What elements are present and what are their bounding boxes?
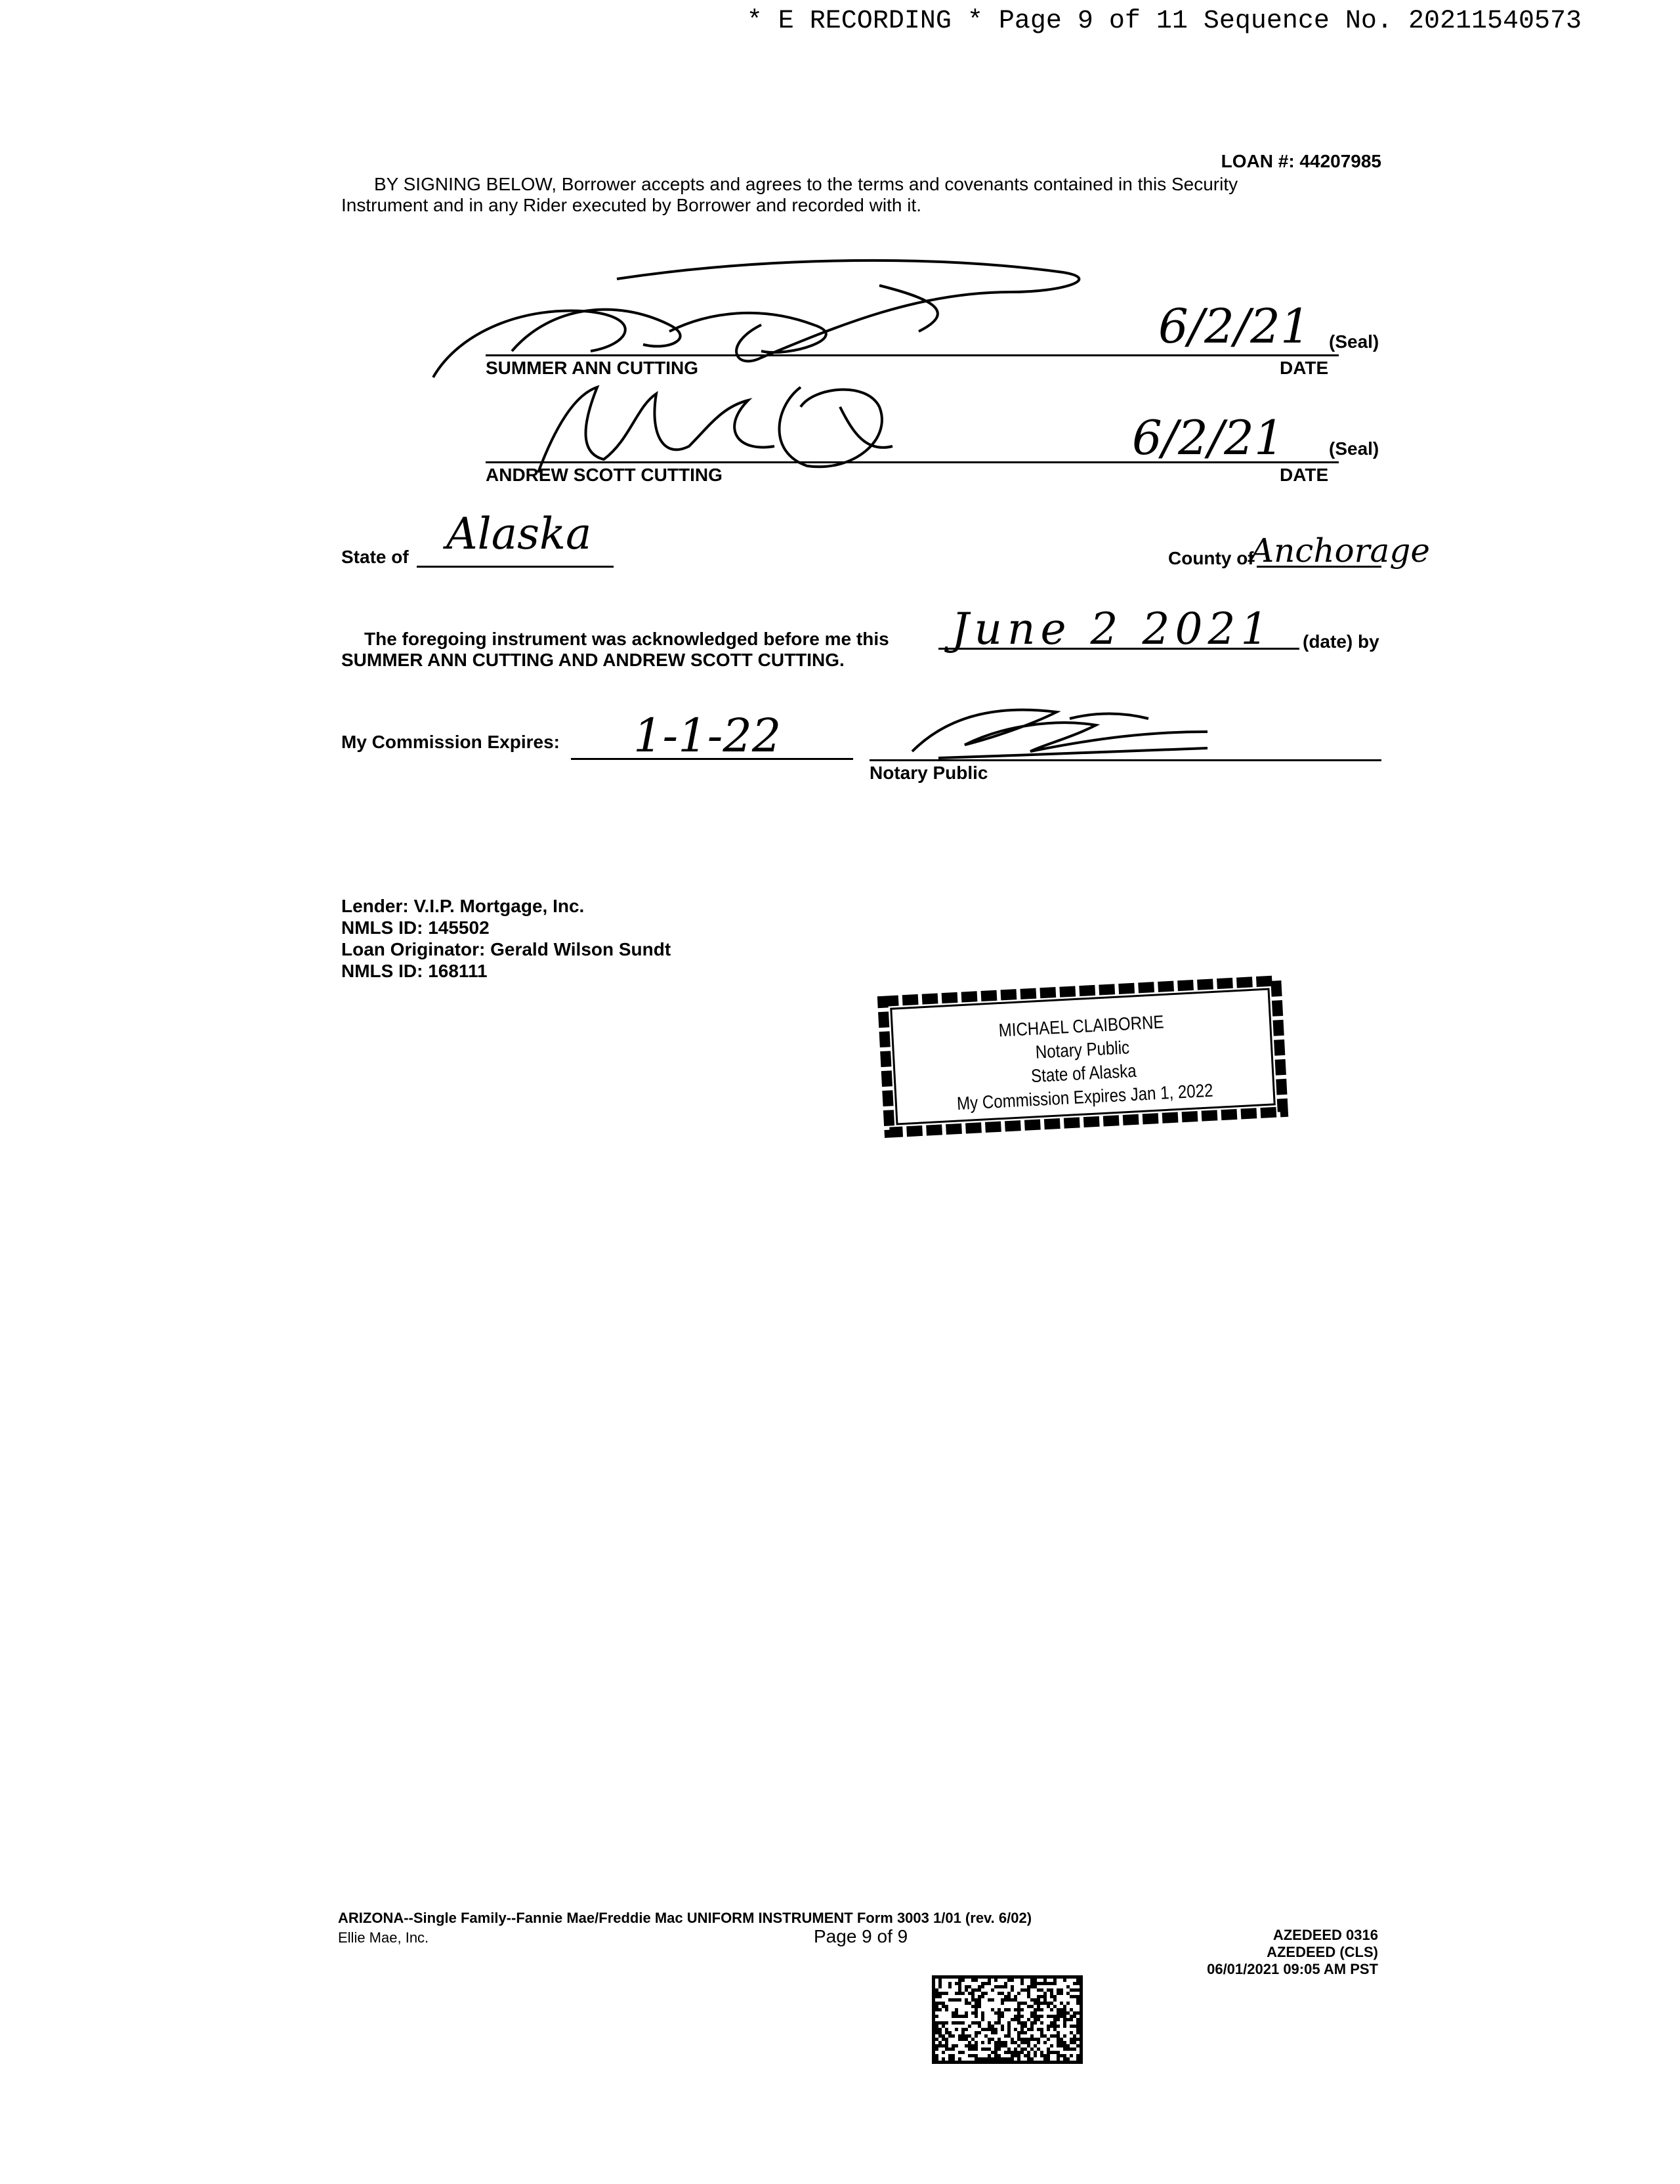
footer-code-1: AZEDEED 0316: [1272, 1927, 1378, 1943]
stamp-name: MICHAEL CLAIBORNE: [998, 1011, 1165, 1041]
lender-name: Lender: V.I.P. Mortgage, Inc.: [341, 896, 585, 916]
borrower-1-date-label: DATE: [1280, 358, 1329, 378]
borrower-2-name: ANDREW SCOTT CUTTING: [486, 465, 723, 485]
borrower-2-seal: (Seal): [1329, 438, 1379, 459]
borrower-1-date-handwritten: 6/2/21: [1158, 299, 1311, 354]
originator-nmls: NMLS ID: 168111: [341, 961, 488, 981]
state-value: Alaska: [446, 509, 592, 559]
notary-signature: [899, 699, 1227, 765]
footer-form-line: ARIZONA--Single Family--Fannie Mae/Freddie Mac UNIFORM INSTRUMENT Form 3003 1/01 (rev. 6/02): [338, 1910, 1032, 1926]
footer-vendor: Ellie Mae, Inc.: [338, 1929, 429, 1946]
borrower-1-name: SUMMER ANN CUTTING: [486, 358, 699, 378]
stamp-title: Notary Public: [1035, 1037, 1130, 1062]
borrower-2-date-handwritten: 6/2/21: [1132, 410, 1284, 465]
notary-stamp: [876, 974, 1290, 1139]
notary-public-label: Notary Public: [870, 763, 988, 783]
borrower-2-date-label: DATE: [1280, 465, 1329, 485]
stamp-expires: My Commission Expires Jan 1, 2022: [956, 1080, 1214, 1114]
intro-line-2: Instrument and in any Rider executed by Borrower and recorded with it.: [341, 195, 922, 215]
barcode: [932, 1975, 1083, 2064]
state-label: State of: [341, 547, 409, 567]
borrower-1-seal: (Seal): [1329, 331, 1379, 352]
loan-originator: Loan Originator: Gerald Wilson Sundt: [341, 939, 671, 959]
ack-text: The foregoing instrument was acknowledged before me this: [364, 629, 889, 649]
loan-number: LOAN #: 44207985: [1221, 151, 1381, 171]
lender-nmls: NMLS ID: 145502: [341, 917, 490, 938]
county-value: Anchorage: [1250, 532, 1430, 570]
footer-code-2: AZEDEED (CLS): [1267, 1944, 1378, 1960]
state-line: [417, 566, 614, 568]
stamp-state: State of Alaska: [1030, 1060, 1137, 1087]
footer-page: Page 9 of 9: [814, 1926, 908, 1946]
borrower-2-signature: [525, 368, 958, 479]
date-by-label: (date) by: [1303, 631, 1379, 652]
recording-header: * E RECORDING * Page 9 of 11 Sequence No. 20211540573: [746, 7, 1582, 36]
footer-timestamp: 06/01/2021 09:05 AM PST: [1207, 1961, 1378, 1977]
ack-parties: SUMMER ANN CUTTING AND ANDREW SCOTT CUTTING.: [341, 650, 845, 670]
intro-line-1: BY SIGNING BELOW, Borrower accepts and agrees to the terms and covenants contained in this Security: [374, 174, 1238, 194]
ack-date-handwritten: June 2 2021: [952, 604, 1274, 654]
commission-label: My Commission Expires:: [341, 732, 560, 752]
county-label: County of: [1168, 548, 1254, 568]
commission-value: 1-1-22: [633, 709, 782, 763]
